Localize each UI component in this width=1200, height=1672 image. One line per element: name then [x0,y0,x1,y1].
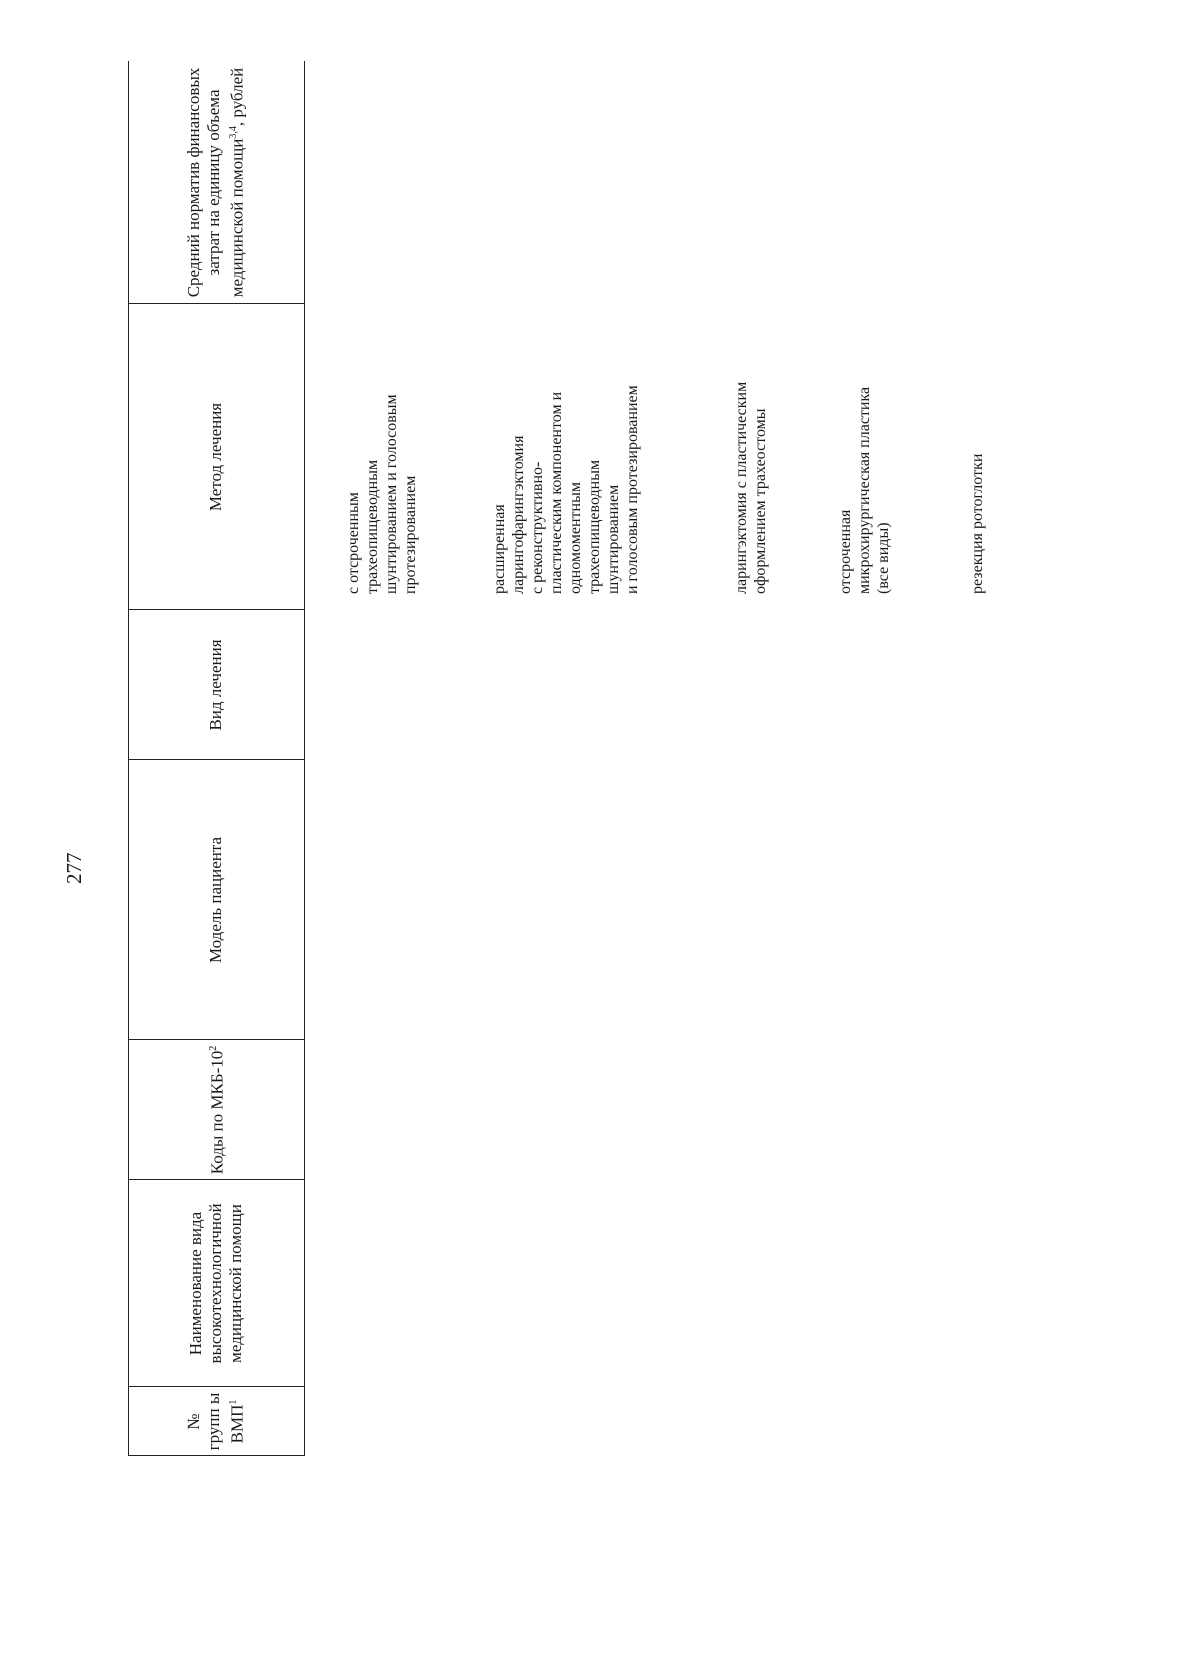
header-vmp-name: Наименование вида высокотехнологичной медицинской помощи [186,1203,245,1364]
header-treatment-type: Вид лечения [206,639,225,731]
method-entry: резекция ротоглотки [969,453,986,594]
header-treatment-method: Метод лечения [206,402,225,512]
header-bottom-border [304,61,305,1456]
header-icd-codes: Коды по МКБ-$10^2$ [207,1045,227,1175]
header-cost-norm: Средний норматив финансовых затрат на единицу объема медицинской помощи$^{3,4}$, рублей [184,67,247,298]
method-entry: с отсроченным трахеопищеводным шунтированием и голосовым протезированием [345,394,419,594]
method-entry: расширенная ларингофарингэктомия с реконструктивно- пластическим компонентом и одномоментным трахеопищеводным шунтированием и голосовым протезированием [491,385,641,594]
method-entry: отсроченная микрохирургическая пластика (все виды) [837,386,892,594]
method-entry: ларингэктомия с пластическим оформлением трахеостомы [733,381,769,594]
page-number: 277 [62,852,86,884]
header-patient-model: Модель пациента [206,836,225,964]
header-group-number: № групп ы ВМП$^1$ [184,1392,247,1451]
